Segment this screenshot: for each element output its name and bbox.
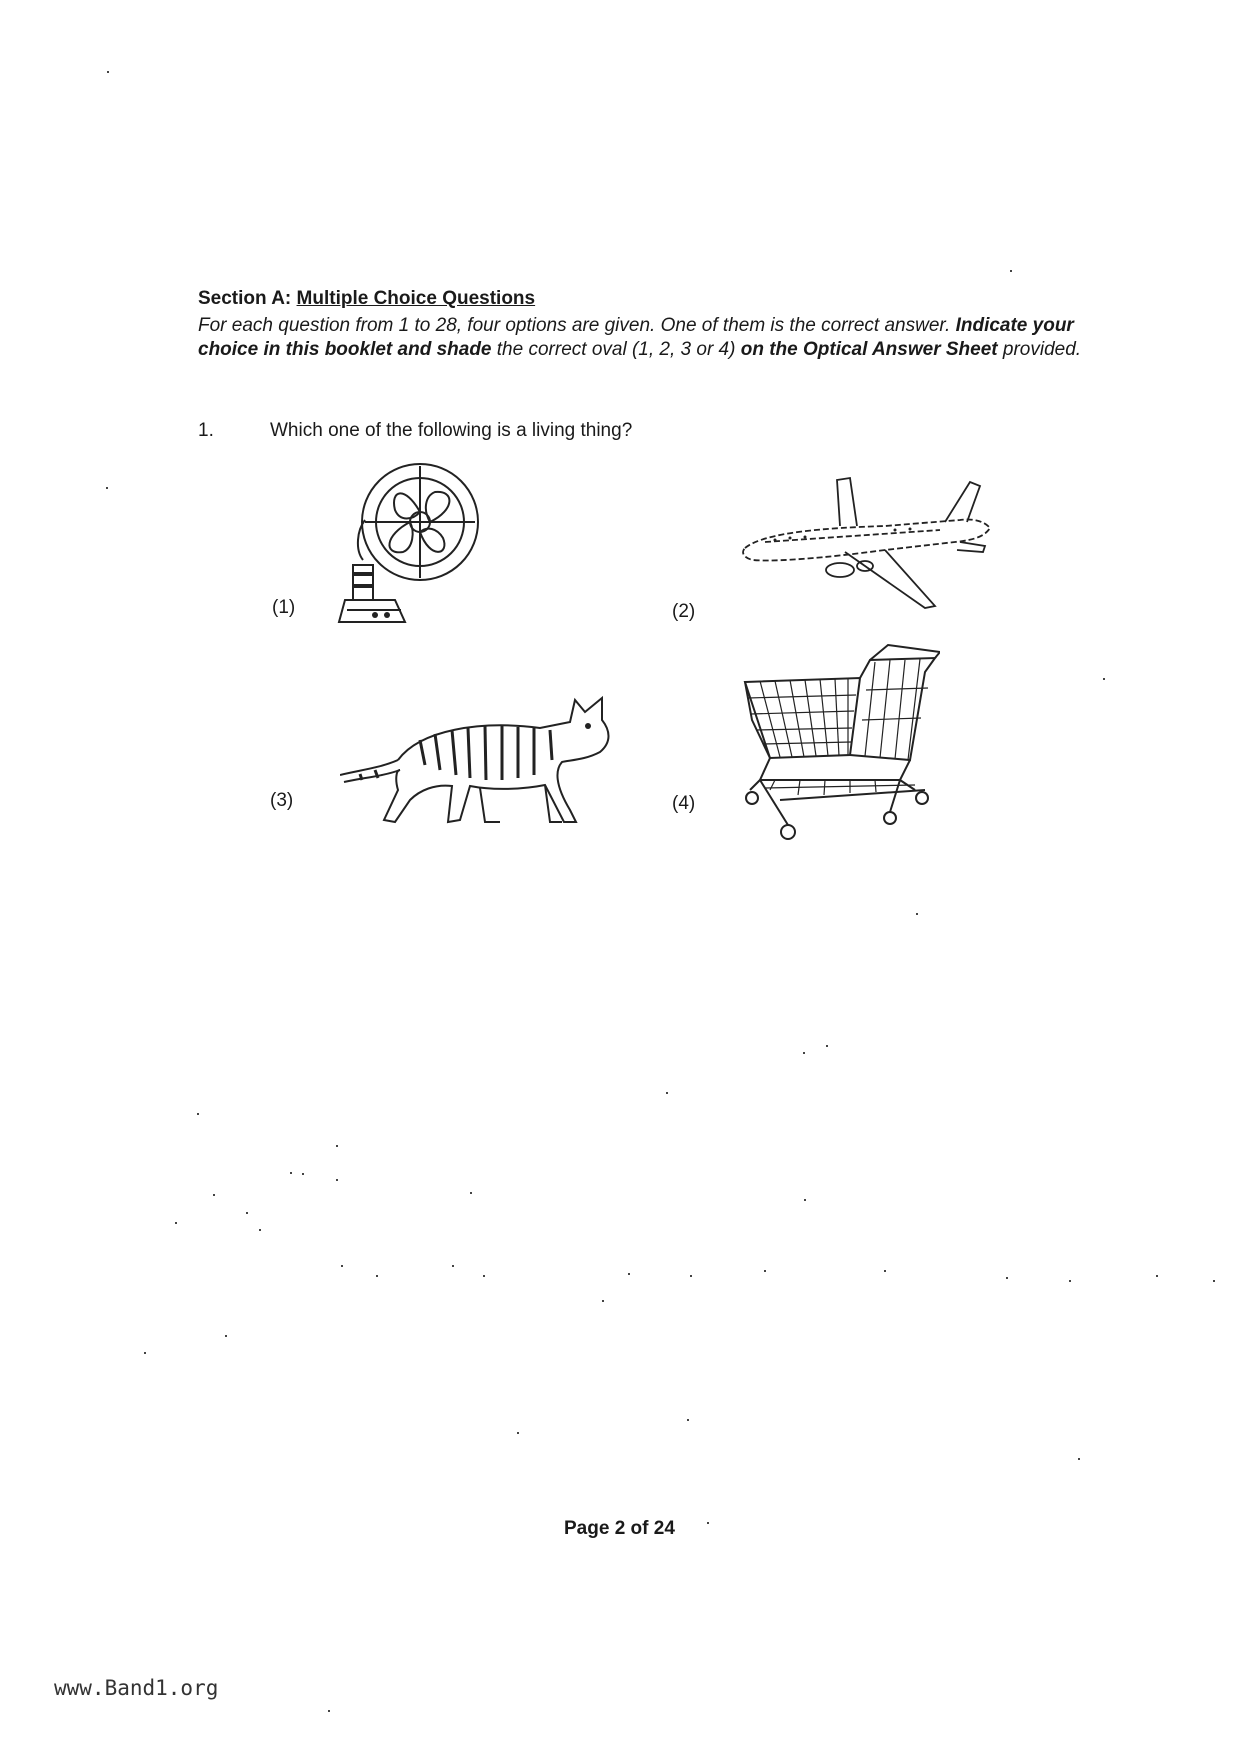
page-number: Page 2 of 24 bbox=[564, 1518, 675, 1539]
option-1-label[interactable]: (1) bbox=[272, 597, 296, 618]
shopping-cart-icon bbox=[740, 640, 940, 845]
instruction-bold: Indicate your choice in this booklet and shade bbox=[198, 315, 1074, 360]
option-4-label[interactable]: (4) bbox=[672, 793, 696, 814]
option-3-label[interactable]: (3) bbox=[270, 790, 294, 811]
section-instructions bbox=[198, 314, 1098, 362]
watermark: www.Band1.org bbox=[54, 1676, 219, 1700]
instruction-italic: For each question from 1 to 28, four options are given. One of them is the correct answer. bbox=[198, 315, 956, 336]
section-prefix: Section A: bbox=[198, 288, 297, 309]
cat-icon bbox=[340, 690, 620, 830]
airplane-icon bbox=[735, 470, 1000, 615]
instruction-bold2: on the Optical Answer Sheet bbox=[740, 339, 998, 360]
electric-fan-icon bbox=[335, 460, 485, 630]
question-text: Which one of the following is a living thing? bbox=[270, 420, 633, 441]
instruction-mid: the correct oval (1, 2, 3 or 4) bbox=[491, 339, 741, 360]
instruction-end: provided. bbox=[997, 339, 1082, 360]
option-2-label[interactable]: (2) bbox=[672, 601, 696, 622]
section-title: Multiple Choice Questions bbox=[296, 288, 536, 309]
question-number: 1. bbox=[198, 420, 214, 441]
section-heading bbox=[198, 288, 535, 310]
